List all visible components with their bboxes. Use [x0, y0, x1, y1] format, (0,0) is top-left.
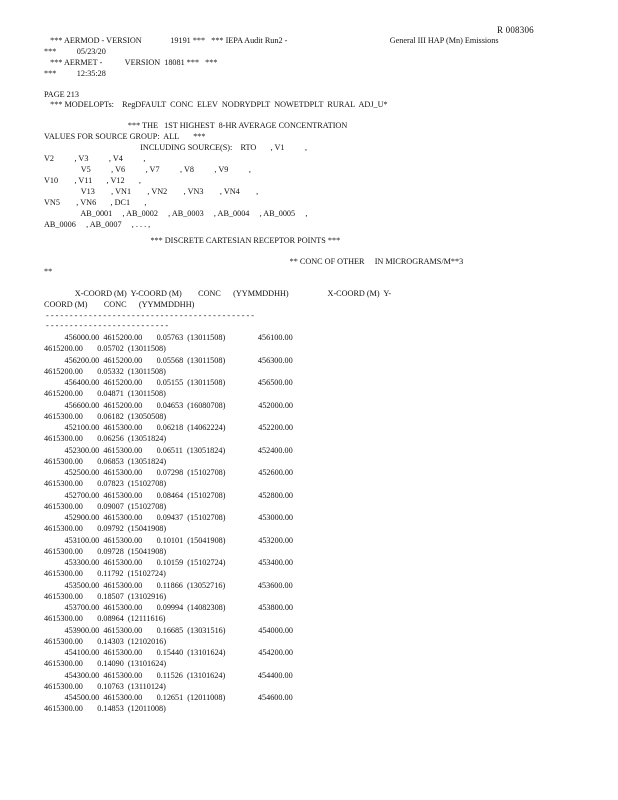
table-row-cont: 4615300.00 0.09007 (15102708)	[44, 501, 167, 511]
table-row: 453500.00 4615300.00 0.11866 (13052716) 453600.00	[44, 580, 293, 590]
table-row: 452100.00 4615300.00 0.06218 (14062224) 452200.00	[44, 423, 294, 432]
bates-stamp: R 008306	[497, 25, 534, 35]
table-row-cont: 4615300.00 0.14090 (13101624)	[44, 659, 167, 669]
table-row: 453900.00 4615300.00 0.16685 (13031516) 454000.00	[44, 625, 294, 635]
units-line-cont: **	[44, 267, 53, 276]
divider-dashes: - - - - - - - - - - - - - - - - - - - - - - - - - - - - - - - - - - - - - - - - - - - -	[44, 311, 255, 320]
source-group-line: INCLUDING SOURCE(S): RTO , V1 ,	[44, 143, 308, 152]
source-group-line: V13 , VN1 , VN2 , VN3 , VN4 ,	[44, 187, 259, 196]
modelopts-line: *** MODELOPTs: RegDFAULT CONC ELEV NODRYDPLT NOWETDPLT RURAL ADJ_U*	[44, 100, 388, 109]
table-row-cont: 4615300.00 0.10763 (13110124)	[44, 681, 166, 691]
table-row: 454300.00 4615300.00 0.11526 (13101624) 454400.00	[44, 670, 293, 680]
table-row: 454100.00 4615300.00 0.15440 (13101624) 454200.00	[44, 648, 294, 657]
table-row-cont: 4615300.00 0.18507 (13102916)	[44, 591, 167, 601]
table-row-cont: 4615300.00 0.14303 (12102016)	[44, 636, 167, 646]
table-row: 456400.00 4615200.00 0.05155 (13011508) 456500.00	[44, 378, 293, 387]
table-row-cont: 4615200.00 0.04871 (13011508)	[44, 389, 166, 399]
table-row: 452300.00 4615300.00 0.06511 (13051824) 452400.00	[44, 445, 293, 455]
table-row-cont: 4615300.00 0.06256 (13051824)	[44, 434, 167, 444]
page-number: PAGE 213	[44, 90, 79, 99]
table-row: 452700.00 4615300.00 0.08464 (15102708) 452800.00	[44, 490, 294, 500]
table-row: 452500.00 4615300.00 0.07298 (15102708) 452600.00	[44, 468, 294, 477]
table-row: 453100.00 4615300.00 0.10101 (15041908) 453200.00	[44, 535, 294, 545]
divider-dashes: - - - - - - - - - - - - - - - - - - - - - - - - - -	[44, 321, 169, 330]
table-row: 456600.00 4615200.00 0.04653 (16080708) 452000.00	[44, 400, 294, 410]
table-row-cont: 4615300.00 0.09792 (15041908)	[44, 524, 167, 534]
source-group-line: VALUES FOR SOURCE GROUP: ALL ***	[44, 132, 206, 141]
table-row: 452900.00 4615300.00 0.09437 (15102708) 453000.00	[44, 513, 294, 522]
section-title: *** DISCRETE CARTESIAN RECEPTOR POINTS ***	[44, 236, 341, 245]
table-row-cont: 4615200.00 0.05702 (13011508)	[44, 344, 166, 354]
table-row: 456000.00 4615200.00 0.05763 (13011508) 456100.00	[44, 333, 293, 342]
header-line: *** AERMET - VERSION 18081 *** ***	[44, 58, 218, 67]
table-row-cont: 4615300.00 0.06182 (13050508)	[44, 411, 167, 421]
table-row: 453700.00 4615300.00 0.09994 (14082308) 453800.00	[44, 603, 294, 612]
header-line: *** AERMOD - VERSION 19191 *** *** IEPA Audit Run2 - General III HAP (Mn) Emissions	[44, 36, 499, 45]
source-group-line: AB_0006 , AB_0007 , . . . ,	[44, 220, 151, 229]
table-row-cont: 4615300.00 0.08964 (12111616)	[44, 614, 166, 624]
table-row-cont: 4615200.00 0.05332 (13011508)	[44, 366, 166, 376]
table-row-cont: 4615300.00 0.06853 (13051824)	[44, 456, 167, 466]
source-group-line: *** THE 1ST HIGHEST 8-HR AVERAGE CONCENTRATION	[44, 121, 348, 130]
table-row: 454500.00 4615300.00 0.12651 (12011008) 454600.00	[44, 693, 293, 702]
source-group-line: V10 , V11 , V12 ,	[44, 176, 141, 185]
source-group-line: V5 , V6 , V7 , V8 , V9 ,	[44, 165, 251, 174]
header-line: *** 12:35:28	[44, 69, 106, 78]
source-group-line: VN5 , VN6 , DC1 ,	[44, 198, 147, 207]
header-line: *** 05/23/20	[44, 47, 106, 56]
table-row-cont: 4615300.00 0.11792 (15102724)	[44, 569, 166, 579]
units-line: ** CONC OF OTHER IN MICROGRAMS/M**3	[44, 257, 464, 266]
column-header: X-COORD (M) Y-COORD (M) CONC (YYMMDDHH) X-COORD (M) Y-	[44, 289, 392, 298]
table-row: 456200.00 4615200.00 0.05568 (13011508) 456300.00	[44, 355, 293, 365]
table-row-cont: 4615300.00 0.07823 (15102708)	[44, 479, 167, 489]
table-row: 453300.00 4615300.00 0.10159 (15102724) 453400.00	[44, 558, 294, 567]
table-row-cont: 4615300.00 0.14853 (12011008)	[44, 704, 166, 714]
source-group-line: V2 , V3 , V4 ,	[44, 154, 146, 163]
column-header: COORD (M) CONC (YYMMDDHH)	[44, 300, 195, 309]
source-group-line: AB_0001 , AB_0002 , AB_0003 , AB_0004 , AB_0005 ,	[44, 209, 308, 218]
table-row-cont: 4615300.00 0.09728 (15041908)	[44, 546, 167, 556]
